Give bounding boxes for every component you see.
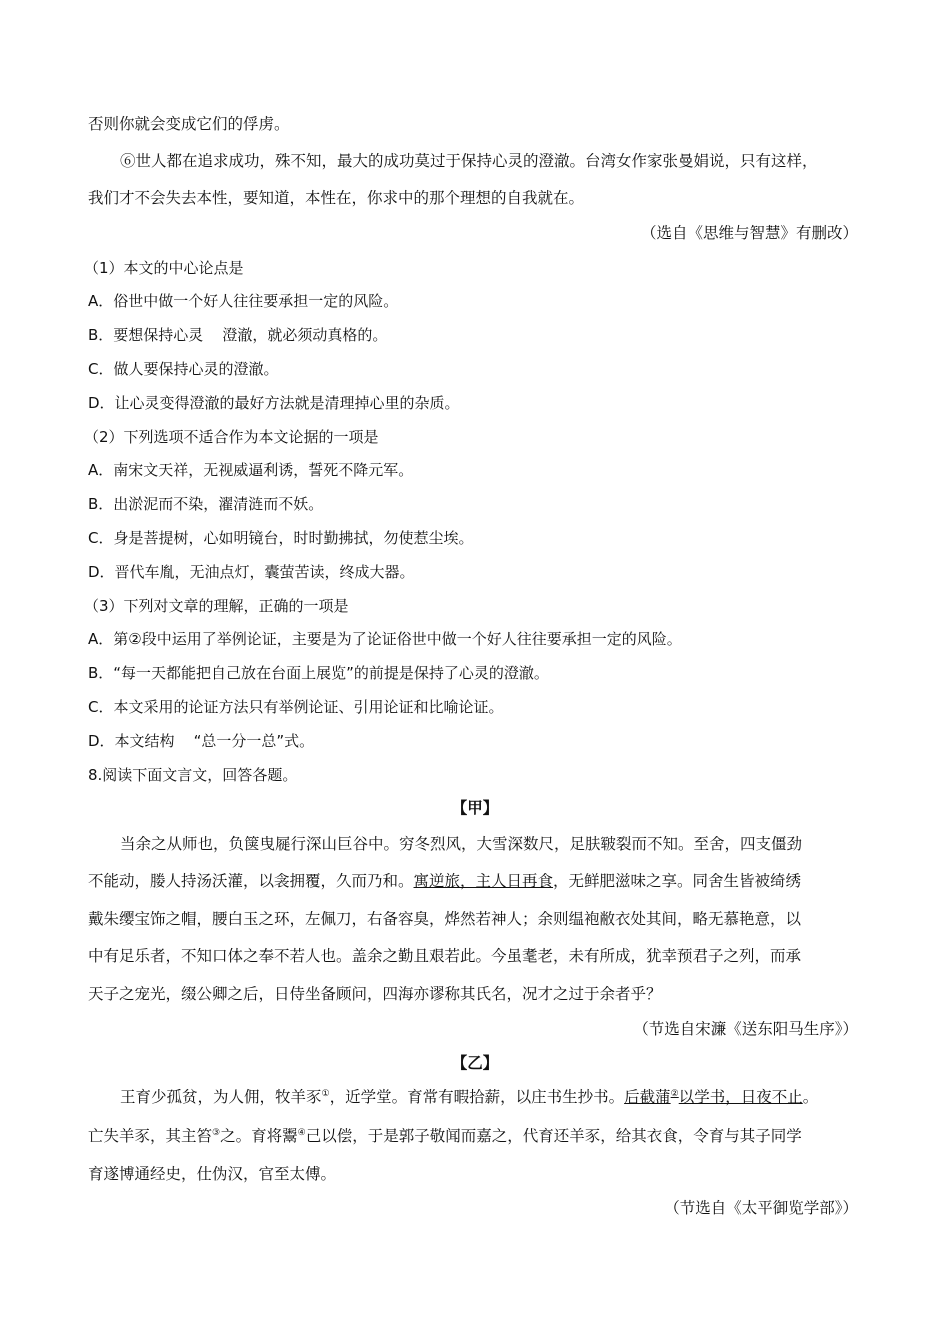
yi-line-2-text-end: 己以偿，于是郭子敬闻而嘉之，代育还羊豕，给其衣食，令育与其子同学: [305, 1127, 802, 1145]
passage-paragraph-6-line1: ⑥世人都在追求成功，殊不知，最大的成功莫过于保持心灵的澄澈。台湾女作家张曼娟说，只有这样，: [120, 152, 818, 170]
yi-underlined-sentence-part2: 以学书，日夜不止: [678, 1088, 803, 1106]
question-3-option-a: A．第②段中运用了举例论证，主要是为了论证俗世中做一个好人往往要承担一定的风险。: [88, 630, 682, 648]
question-1-stem: （1）本文的中心论点是: [84, 259, 244, 277]
jia-line-5: 天子之宠光，缀公卿之后，日侍坐备顾问，四海亦谬称其氏名，况才之过于余者乎？: [88, 985, 662, 1003]
footnote-marker-2: ②: [670, 1088, 679, 1099]
yi-line-3: 育遂博通经史，仕伪汉，官至太傅。: [88, 1165, 337, 1183]
question-2-stem: （2）下列选项不适合作为本文论据的一项是: [84, 428, 379, 446]
question-2-option-b: B．出淤泥而不染，濯清涟而不妖。: [88, 495, 324, 513]
passage-line: 否则你就会变成它们的俘虏。: [88, 115, 290, 133]
footnote-marker-4: ④: [297, 1127, 306, 1138]
question-3-option-b: B．“每一天都能把自己放在台面上展览”的前提是保持了心灵的澄澈。: [88, 664, 549, 682]
passage-source: （选自《思维与智慧》有删改）: [640, 224, 858, 242]
jia-line-2: [88, 870, 862, 892]
question-2-option-c: C．身是菩提树，心如明镜台，时时勤拂拭，勿使惹尘埃。: [88, 529, 474, 547]
question-1-option-c: C．做人要保持心灵的澄澈。: [88, 360, 279, 378]
question-2-option-a: A．南宋文天祥，无视威逼利诱，誓死不降元军。: [88, 461, 414, 479]
question-1-option-a: A．俗世中做一个好人往往要承担一定的风险。: [88, 292, 399, 310]
yi-line-1-end: 。: [802, 1088, 819, 1106]
yi-source: （节选自《太平御览学部》）: [664, 1199, 858, 1217]
footnote-marker-3: ③: [212, 1127, 221, 1138]
question-2-option-d: D．晋代车胤，无油点灯，囊萤苦读，终成大器。: [88, 563, 415, 581]
passage-yi-title: 【乙】: [451, 1053, 499, 1072]
yi-line-1-text-mid: ，近学堂。育常有暇拾薪，以庄书生抄书。: [329, 1088, 625, 1106]
passage-jia-title: 【甲】: [451, 798, 499, 817]
yi-underlined-sentence-part1: 后截蒲: [624, 1088, 671, 1106]
question-1-option-b: B．要想保持心灵 澄澈，就必须动真格的。: [88, 326, 388, 344]
question-3-stem: （3）下列对文章的理解，正确的一项是: [84, 597, 349, 615]
question-3-option-d: D．本文结构 “总一分一总”式。: [88, 732, 315, 750]
jia-underlined-sentence: 寓逆旅，主人日再食: [413, 872, 554, 890]
footnote-marker-1: ①: [321, 1088, 330, 1099]
jia-line-3: 戴朱缨宝饰之帽，腰白玉之环，左佩刀，右备容臭，烨然若神人；余则缊袍敝衣处其间，略无慕艳意，以: [88, 910, 802, 928]
jia-line-4: 中有足乐者，不知口体之奉不若人也。盖余之勤且艰若此。今虽耄老，未有所成，犹幸预君子之列，而承: [88, 947, 802, 965]
passage-paragraph-6-line2: 我们才不会失去本性，要知道，本性在，你求中的那个理想的自我就在。: [88, 189, 585, 207]
question-1-option-d: D．让心灵变得澄澈的最好方法就是清理掉心里的杂质。: [88, 394, 460, 412]
question-8-heading: 8.阅读下面文言文，回答各题。: [88, 766, 298, 784]
yi-line-1-text: 王育少孤贫，为人佣，牧羊豕: [120, 1088, 322, 1106]
yi-line-2-text: 亡失羊豕，其主笞: [88, 1127, 213, 1145]
yi-line-2: [88, 1125, 862, 1147]
question-3-option-c: C．本文采用的论证方法只有举例论证、引用论证和比喻论证。: [88, 698, 504, 716]
jia-line-1: 当余之从师也，负箧曳屣行深山巨谷中。穷冬烈风，大雪深数尺，足肤皲裂而不知。至舍，四支僵劲: [120, 835, 803, 853]
jia-line-2-text-end: ，无鲜肥滋味之享。同舍生皆被绮绣: [553, 872, 802, 890]
jia-line-2-text: 不能动，媵人持汤沃灌，以衾拥覆，久而乃和。: [88, 872, 414, 890]
jia-source: （节选自宋濂《送东阳马生序》）: [633, 1020, 858, 1038]
yi-line-1: [120, 1086, 862, 1108]
yi-line-2-text-mid: 之。育将鬻: [220, 1127, 298, 1145]
